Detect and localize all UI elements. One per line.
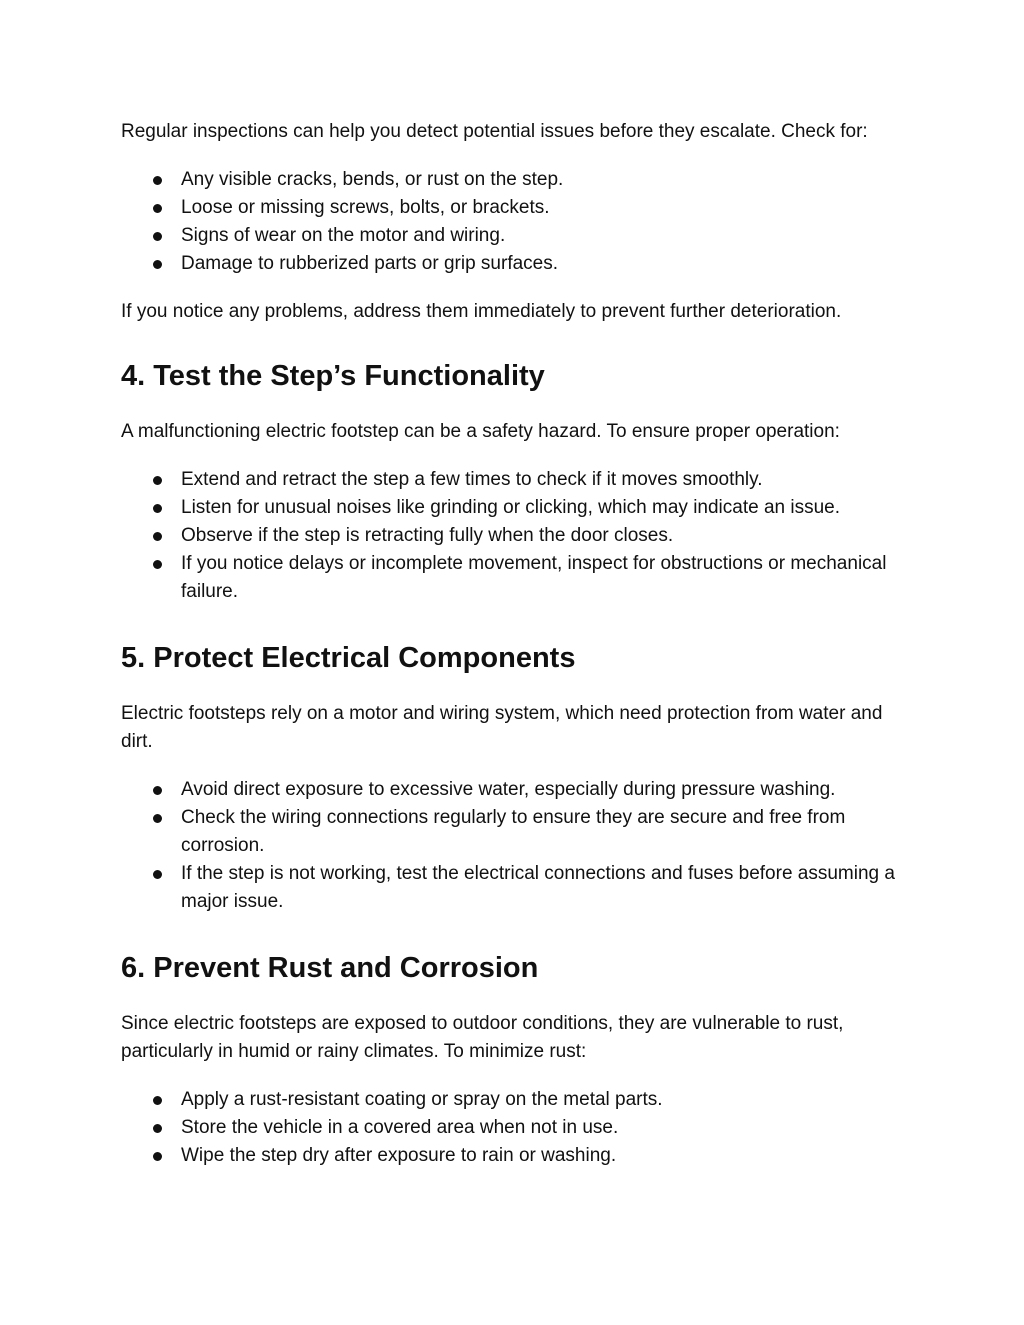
list-item: [121, 522, 901, 550]
intro-closing-paragraph: If you notice any problems, address them immediately to prevent further deterioration.: [121, 301, 842, 322]
section-heading-protect-electrical: 5. Protect Electrical Components: [121, 642, 576, 674]
list-item: [121, 804, 901, 860]
list-item: [121, 550, 901, 606]
list-item: [121, 166, 901, 194]
section-paragraph: Since electric footsteps are exposed to outdoor conditions, they are vulnerable to rust, particularly in humid or rainy climates. To minimize rust:: [121, 1013, 844, 1062]
bullet-icon: [153, 1096, 162, 1105]
bullet-icon: [153, 476, 162, 485]
bullet-icon: [153, 560, 162, 569]
list-item: [121, 194, 901, 222]
list-item-text: Observe if the step is retracting fully when the door closes.: [181, 525, 674, 546]
bullet-icon: [153, 232, 162, 241]
list-item-text: Store the vehicle in a covered area when not in use.: [181, 1117, 619, 1138]
section-bullet-list: [121, 776, 901, 916]
list-item-text: Wipe the step dry after exposure to rain or washing.: [181, 1145, 617, 1166]
bullet-icon: [153, 870, 162, 879]
list-item-text: Any visible cracks, bends, or rust on the step.: [181, 169, 564, 190]
list-item: [121, 222, 901, 250]
bullet-icon: [153, 176, 162, 185]
section-bullet-list: [121, 466, 901, 606]
section-paragraph: A malfunctioning electric footstep can be a safety hazard. To ensure proper operation:: [121, 421, 840, 442]
bullet-icon: [153, 786, 162, 795]
list-item-text: Extend and retract the step a few times to check if it moves smoothly.: [181, 469, 763, 490]
bullet-icon: [153, 260, 162, 269]
section-heading-prevent-rust: 6. Prevent Rust and Corrosion: [121, 952, 539, 984]
list-item: [121, 776, 901, 804]
list-item: [121, 1142, 901, 1170]
list-item-text: Signs of wear on the motor and wiring.: [181, 225, 506, 246]
section-heading-test-functionality: 4. Test the Step’s Functionality: [121, 360, 545, 392]
list-item: [121, 494, 901, 522]
list-item-text: Listen for unusual noises like grinding or clicking, which may indicate an issue.: [181, 497, 841, 518]
bullet-icon: [153, 204, 162, 213]
list-item: [121, 860, 901, 916]
intro-paragraph: Regular inspections can help you detect potential issues before they escalate. Check for:: [121, 121, 868, 142]
list-item-text: Check the wiring connections regularly to ensure they are secure and free from corrosion.: [181, 807, 846, 856]
bullet-icon: [153, 1124, 162, 1133]
bullet-icon: [153, 1152, 162, 1161]
bullet-icon: [153, 504, 162, 513]
list-item-text: If the step is not working, test the electrical connections and fuses before assuming a major issue.: [181, 863, 895, 912]
list-item: [121, 1114, 901, 1142]
section-paragraph: Electric footsteps rely on a motor and wiring system, which need protection from water and dirt.: [121, 703, 883, 752]
list-item-text: If you notice delays or incomplete movement, inspect for obstructions or mechanical failure.: [181, 553, 887, 602]
list-item-text: Apply a rust-resistant coating or spray on the metal parts.: [181, 1089, 663, 1110]
list-item-text: Damage to rubberized parts or grip surfaces.: [181, 253, 559, 274]
list-item-text: Loose or missing screws, bolts, or brackets.: [181, 197, 550, 218]
list-item: [121, 1086, 901, 1114]
bullet-icon: [153, 814, 162, 823]
section-bullet-list: [121, 1086, 901, 1170]
document-page: [121, 118, 901, 1170]
list-item: [121, 466, 901, 494]
bullet-icon: [153, 532, 162, 541]
intro-bullet-list: [121, 166, 901, 278]
list-item: [121, 250, 901, 278]
list-item-text: Avoid direct exposure to excessive water, especially during pressure washing.: [181, 779, 836, 800]
